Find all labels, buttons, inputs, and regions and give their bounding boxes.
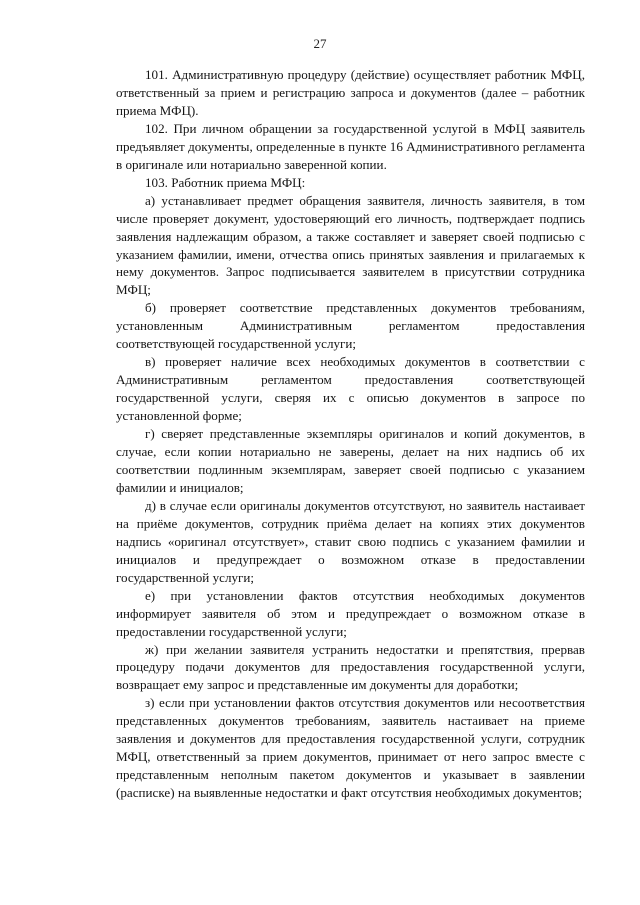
paragraph-103-v: в) проверяет наличие всех необходимых документов в соответствии с Административным регламентом предоставления соответствующей государственной услуги, сверяя их с описью документов в запросе по установленной форме; bbox=[116, 354, 585, 424]
paragraph-103-d: д) в случае если оригиналы документов отсутствуют, но заявитель настаивает на приёме документов, сотрудник приёма делает на копиях этих документов надпись «оригинал отсутствует», ставит свою подпись с указанием фамилии и инициалов и предупреждает о возможном отказе в предоставлении государственной услуги; bbox=[116, 497, 585, 585]
paragraph-103-a: а) устанавливает предмет обращения заявителя, личность заявителя, в том числе проверяет документ, удостоверяющий его личность, подтверждает подпись заявления надлежащим образом, а также составляет и заверяет своей подписью с указанием фамилии, имени, отчества опись принятых заявления и прилагаемых к нему документов. Запрос подписывается заявителем в присутствии сотрудника МФЦ; bbox=[116, 192, 585, 298]
paragraph-103-zh: ж) при желании заявителя устранить недостатки и препятствия, прервав процедуру подачи документов для предоставления государственной услуги, возвращает ему запрос и представленные им документы для доработки; bbox=[116, 641, 585, 693]
paragraph-103-e: е) при установлении фактов отсутствия необходимых документов информирует заявителя об этом и предупреждает о возможном отказе в предоставлении государственной услуги; bbox=[116, 587, 585, 639]
paragraph-102: 102. При личном обращении за государственной услугой в МФЦ заявитель предъявляет документы, определенные в пункте 16 Административного регламента в оригинале или нотариально заверенной копии. bbox=[116, 120, 585, 172]
paragraph-103-z: з) если при установлении фактов отсутствия документов или несоответствия представленных документов требованиям, заявитель настаивает на приеме заявления и документов для предоставления государственной услуги, сотрудник МФЦ, ответственный за прием документов, принимает от него запрос вместе с представленным неполным пакетом документов и указывает в заявлении (расписке) на выявленные недостатки и факт отсутствия необходимых документов; bbox=[116, 695, 585, 801]
document-body bbox=[116, 66, 585, 802]
paragraph-101: 101. Административную процедуру (действие) осуществляет работник МФЦ, ответственный за прием и регистрацию запроса и документов (далее – работник приема МФЦ). bbox=[116, 67, 585, 118]
paragraph-103-g: г) сверяет представленные экземпляры оригиналов и копий документов, в случае, если копии нотариально не заверены, делает на них надпись об их соответствии подлинным экземплярам, заверяет своей подписью с указанием фамилии и инициалов; bbox=[116, 426, 585, 495]
paragraph-103-b: б) проверяет соответствие представленных документов требованиям, установленным Административным регламентом предоставления соответствующей государственной услуги; bbox=[116, 300, 585, 352]
page-number: 27 bbox=[313, 36, 327, 51]
paragraph-103: 103. Работник приема МФЦ: bbox=[145, 174, 306, 190]
